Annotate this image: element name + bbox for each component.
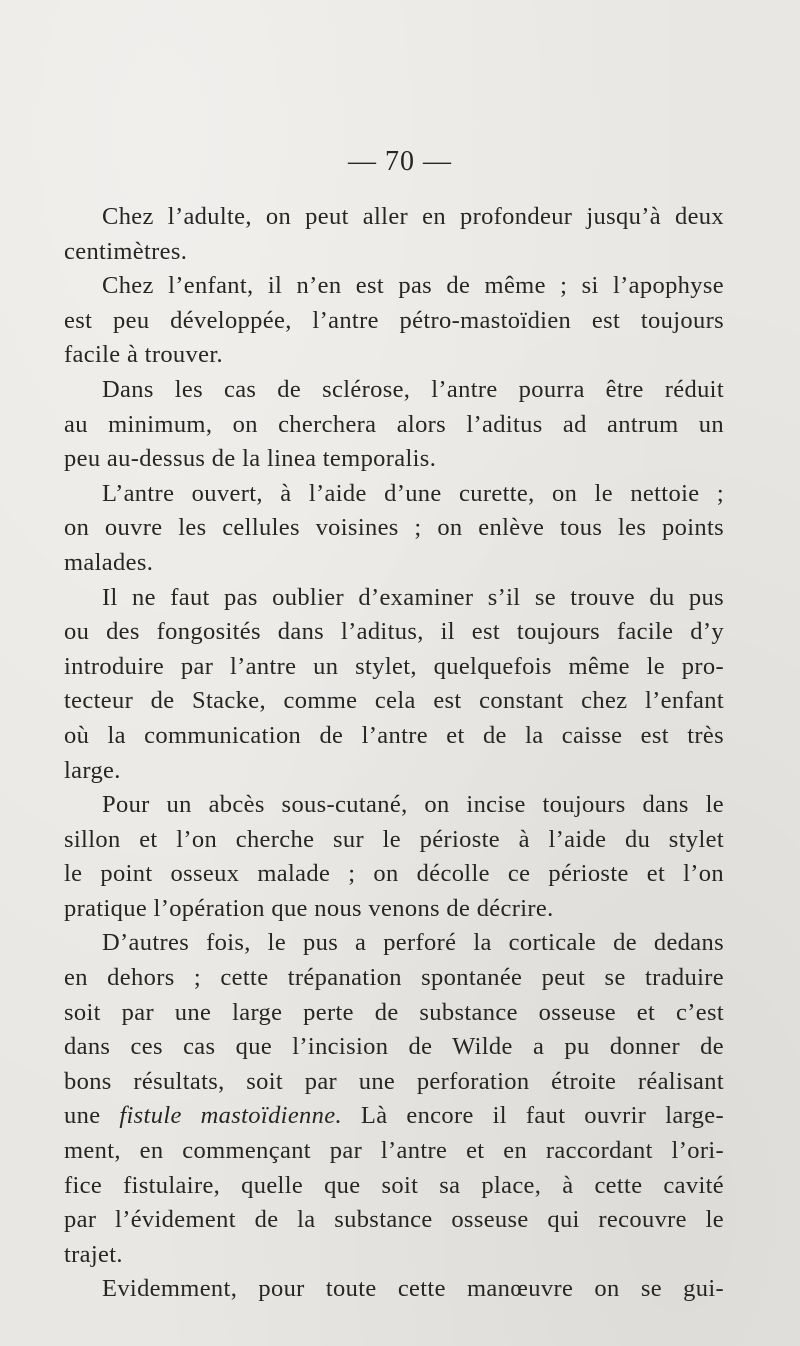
text-line: au minimum, on cherchera alors l’aditus ad antrum un [64, 410, 724, 438]
text-line: par l’évidement de la substance osseuse qui recouvre le [64, 1206, 724, 1234]
italic-term: fistule mastoïdienne. [119, 1102, 342, 1130]
text-line: large. [64, 756, 121, 784]
text-line: est peu développée, l’antre pétro-mastoïdien est toujours [64, 306, 724, 334]
text-line: en dehors ; cette trépanation spontanée peut se traduire [64, 964, 724, 992]
text-line: facile à trouver. [64, 341, 223, 369]
text-line: pratique l’opération que nous venons de décrire. [64, 894, 554, 922]
text-line: introduire par l’antre un stylet, quelquefois même le pro- [64, 652, 724, 680]
text-line: Chez l’adulte, on peut aller en profondeur jusqu’à deux [102, 203, 724, 230]
text-line: on ouvre les cellules voisines ; on enlève tous les points [64, 514, 724, 542]
text-line: tecteur de Stacke, comme cela est constant chez l’enfant [64, 687, 724, 715]
text-line: L’antre ouvert, à l’aide d’une curette, on le nettoie ; [102, 479, 724, 507]
text-segment: une [64, 1102, 120, 1130]
text-segment: Là encore il faut ouvrir large- [341, 1102, 724, 1130]
text-line: centimètres. [64, 237, 188, 265]
text-line: où la communication de l’antre et de la caisse est très [64, 721, 724, 749]
text-line: dans ces cas que l’incision de Wilde a pu donner de [64, 1033, 724, 1061]
page-number: — 70 — [348, 146, 452, 177]
text-line: fice fistulaire, quelle que soit sa place, à cette cavité [64, 1171, 724, 1199]
text-line: ou des fongosités dans l’aditus, il est toujours facile d’y [64, 618, 724, 646]
text-line [64, 1099, 724, 1134]
text-line: bons résultats, soit par une perforation étroite réalisant [64, 1067, 724, 1095]
body-text [64, 200, 724, 1307]
text-line: malades. [64, 548, 154, 576]
text-line: Chez l’enfant, il n’en est pas de même ; si l’apophyse [102, 272, 724, 300]
text-line: Pour un abcès sous-cutané, on incise toujours dans le [102, 791, 724, 819]
text-line: Dans les cas de sclérose, l’antre pourra être réduit [102, 375, 724, 403]
text-line: ment, en commençant par l’antre et en raccordant l’ori- [64, 1137, 724, 1165]
text-line: le point osseux malade ; on décolle ce périoste et l’on [64, 860, 724, 888]
text-line: sillon et l’on cherche sur le périoste à l’aide du stylet [64, 825, 724, 853]
text-line: peu au-dessus de la linea temporalis. [64, 445, 437, 473]
text-line: Evidemment, pour toute cette manœuvre on se gui- [102, 1275, 724, 1303]
text-line: Il ne faut pas oublier d’examiner s’il se trouve du pus [102, 583, 724, 611]
text-line: D’autres fois, le pus a perforé la corticale de dedans [102, 929, 724, 957]
text-line: trajet. [64, 1240, 123, 1268]
text-line: soit par une large perte de substance osseuse et c’est [64, 998, 724, 1026]
